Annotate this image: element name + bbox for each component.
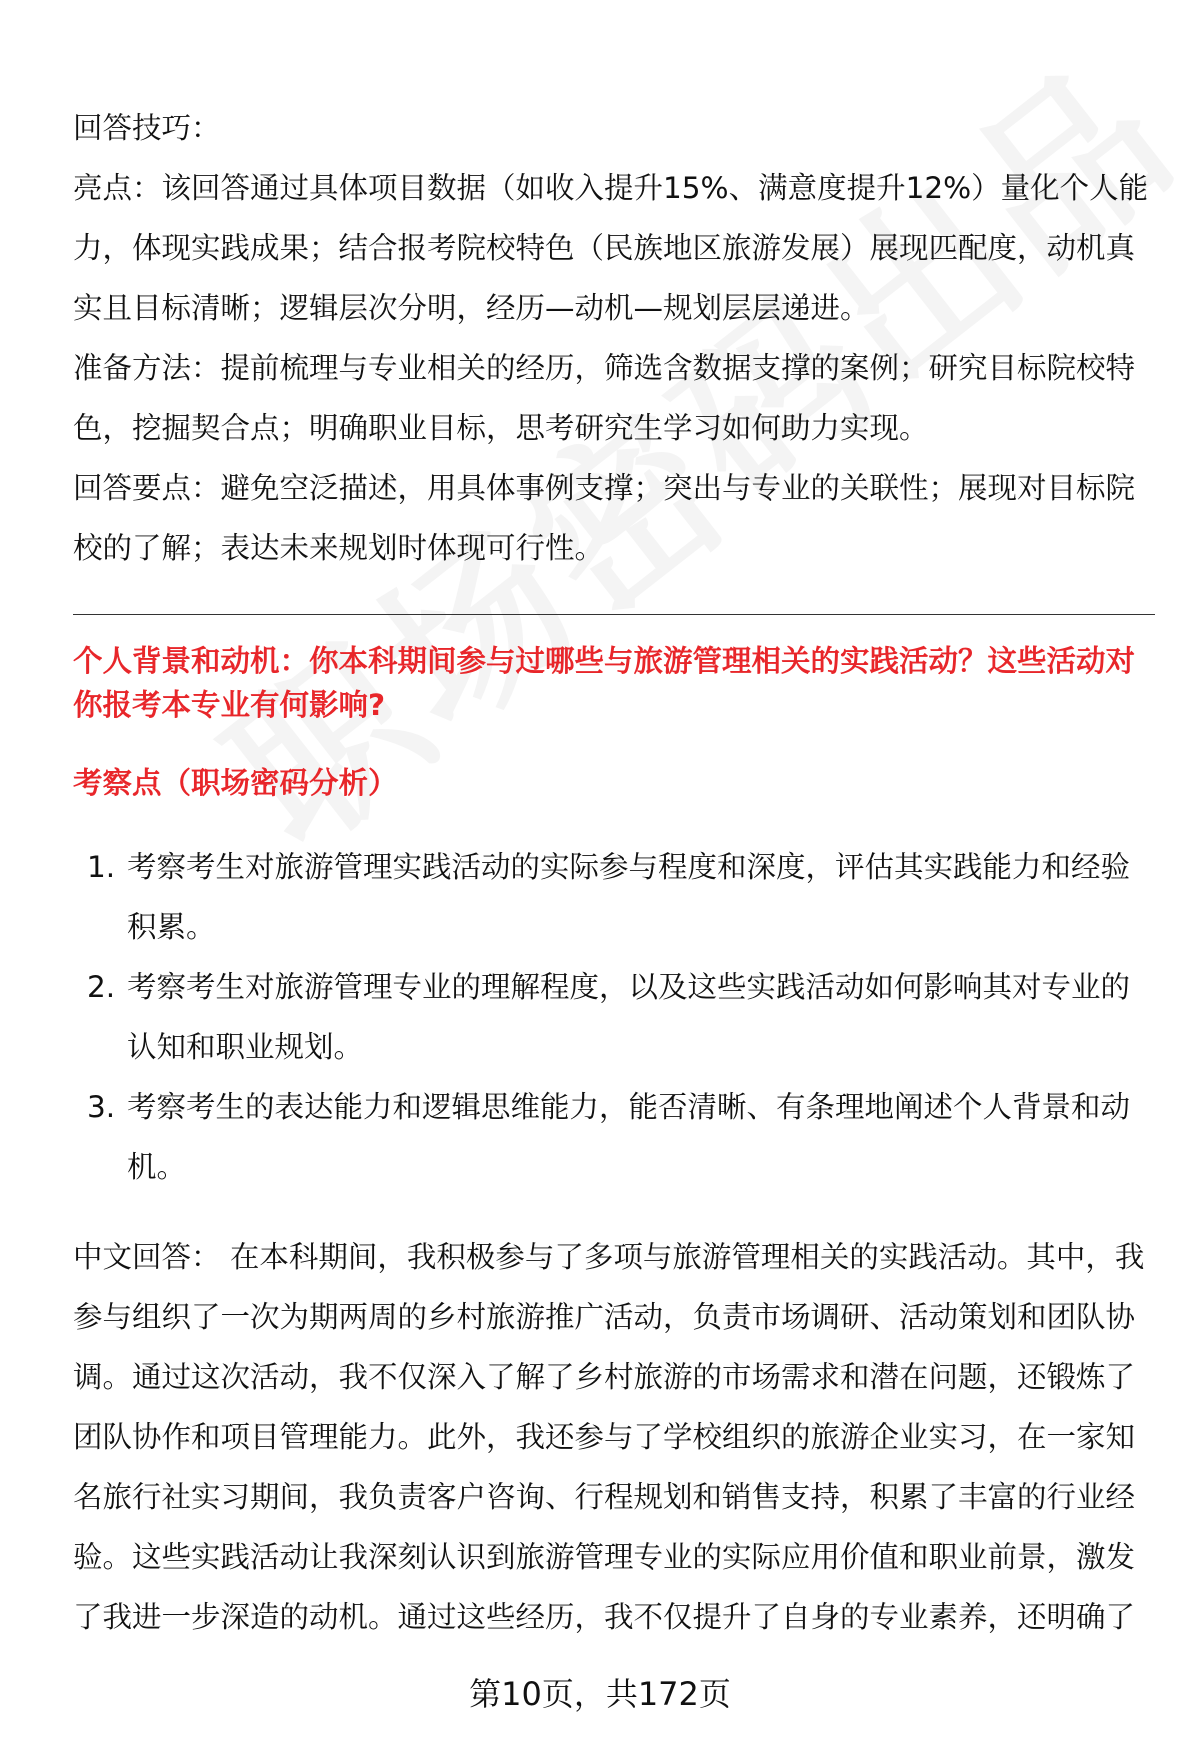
tips-prep: 准备方法：提前梳理与专业相关的经历，筛选含数据支撑的案例；研究目标院校特色，挖掘契合点；明确职业目标，思考研究生学习如何助力实现。 (73, 351, 1136, 445)
list-item-number: 1. (87, 850, 116, 884)
list-item-number: 3. (87, 1090, 116, 1124)
chinese-answer: 中文回答： 在本科期间，我积极参与了多项与旅游管理相关的实践活动。其中，我参与组织了一次为期两周的乡村旅游推广活动，负责市场调研、活动策划和团队协调。通过这次活动，我不仅深入了解了乡村旅游的市场需求和潜在问题，还锻炼了团队协作和项目管理能力。此外，我还参与了学校组织的旅游企业实习，在一家知名旅行社实习期间，我负责客户咨询、行程规划和销售支持，积累了丰富的行业经验。这些实践活动让我深刻认识到旅游管理专业的实际应用价值和职业前景，激发了我进一步深造的动机。通过这些经历，我不仅提升了自身的专业素养，还明确了 (73, 1240, 1145, 1634)
list-item (73, 1077, 1153, 1197)
tips-key-points: 回答要点：避免空泛描述，用具体事例支撑；突出与专业的关联性；展现对目标院校的了解；表达未来规划时体现可行性。 (73, 471, 1136, 565)
tips-title: 回答技巧： (73, 111, 221, 145)
page-number-footer: 第10页，共172页 (469, 1675, 731, 1713)
exam-points-title: 考察点（职场密码分析） (73, 766, 398, 800)
tips-highlight: 亮点：该回答通过具体项目数据（如收入提升15%、满意度提升12%）量化个人能力，体现实践成果；结合报考院校特色（民族地区旅游发展）展现匹配度，动机真实且目标清晰；逻辑层次分明，经历—动机—规划层层递进。 (73, 171, 1149, 325)
page-content (73, 98, 1153, 1647)
list-item-text: 考察考生对旅游管理实践活动的实际参与程度和深度，评估其实践能力和经验积累。 (127, 850, 1131, 944)
list-item (73, 957, 1153, 1077)
section-divider (73, 614, 1155, 615)
list-item-text: 考察考生对旅游管理专业的理解程度，以及这些实践活动如何影响其对专业的认知和职业规划。 (127, 970, 1131, 1064)
list-item-text: 考察考生的表达能力和逻辑思维能力，能否清晰、有条理地阐述个人背景和动机。 (127, 1090, 1131, 1184)
question-heading: 个人背景和动机：你本科期间参与过哪些与旅游管理相关的实践活动？这些活动对你报考本专业有何影响? (73, 644, 1136, 722)
exam-points-list (73, 837, 1153, 1197)
list-item (73, 837, 1153, 957)
list-item-number: 2. (87, 970, 116, 1004)
